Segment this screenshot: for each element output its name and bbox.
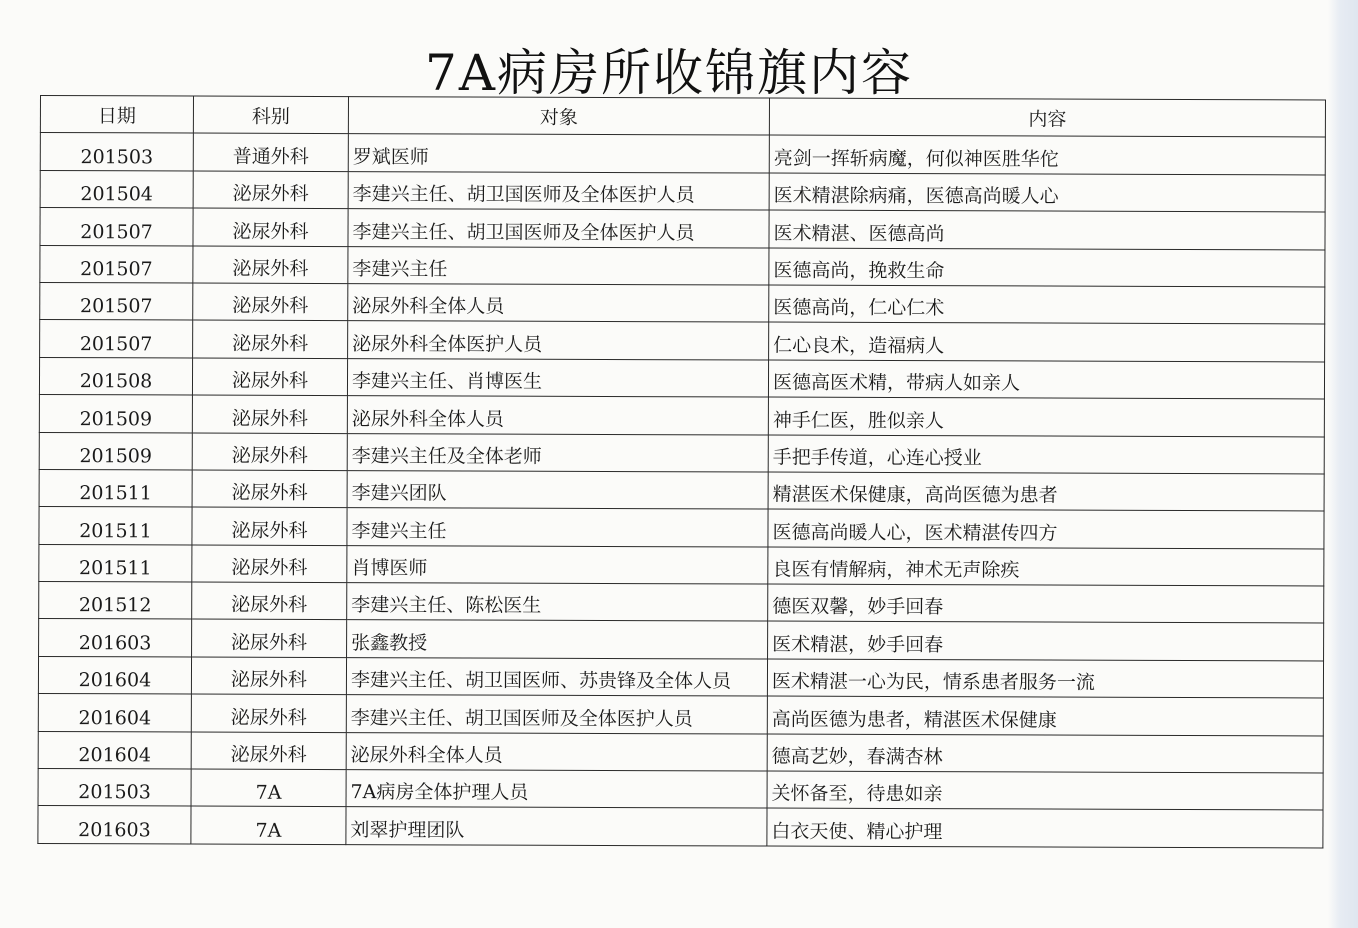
cell-target: 李建兴主任、胡卫国医师及全体医护人员 bbox=[348, 171, 769, 210]
banner-table bbox=[37, 95, 1326, 848]
cell-target: 李建兴主任、肖博医生 bbox=[347, 358, 768, 397]
table-row bbox=[40, 320, 1325, 362]
cell-target: 罗斌医师 bbox=[348, 134, 769, 173]
table-row bbox=[39, 507, 1324, 549]
cell-department: 泌尿外科 bbox=[193, 283, 348, 321]
cell-content: 医德高尚，挽救生命 bbox=[769, 248, 1325, 287]
cell-target: 李建兴主任、胡卫国医师及全体医护人员 bbox=[346, 695, 767, 734]
cell-content: 仁心良术，造福病人 bbox=[769, 322, 1325, 361]
cell-target: 李建兴主任及全体老师 bbox=[347, 433, 768, 472]
cell-target: 李建兴主任、陈松医生 bbox=[347, 583, 768, 622]
cell-date: 201508 bbox=[39, 357, 192, 395]
table-row bbox=[40, 245, 1325, 287]
cell-target: 李建兴主任 bbox=[347, 508, 768, 547]
table-row bbox=[40, 208, 1325, 250]
cell-date: 201511 bbox=[39, 507, 192, 545]
cell-target: 张鑫教授 bbox=[347, 620, 768, 659]
cell-date: 201507 bbox=[40, 208, 193, 246]
cell-target: 肖博医师 bbox=[347, 545, 768, 584]
cell-date: 201603 bbox=[38, 806, 191, 844]
cell-department: 7A bbox=[191, 806, 346, 844]
table-row bbox=[40, 282, 1325, 324]
cell-department: 泌尿外科 bbox=[192, 620, 347, 658]
cell-date: 201503 bbox=[38, 769, 191, 807]
cell-content: 白衣天使、精心护理 bbox=[767, 808, 1323, 847]
cell-content: 精湛医术保健康，高尚医德为患者 bbox=[768, 472, 1324, 511]
table-row bbox=[39, 432, 1324, 474]
table-row bbox=[39, 357, 1324, 399]
table-body bbox=[38, 133, 1325, 848]
cell-target: 泌尿外科全体人员 bbox=[346, 732, 767, 771]
table-row bbox=[40, 133, 1325, 175]
cell-date: 201509 bbox=[39, 395, 192, 433]
cell-content: 医术精湛一心为民，情系患者服务一流 bbox=[767, 659, 1323, 698]
header-date: 日期 bbox=[40, 96, 193, 134]
cell-content: 高尚医德为患者，精湛医术保健康 bbox=[767, 696, 1323, 735]
cell-date: 201503 bbox=[40, 133, 193, 171]
cell-content: 关怀备至，待患如亲 bbox=[767, 771, 1323, 810]
cell-content: 医术精湛除病痛，医德高尚暖人心 bbox=[769, 173, 1325, 212]
cell-target: 泌尿外科全体人员 bbox=[347, 396, 768, 435]
cell-date: 201509 bbox=[39, 432, 192, 470]
cell-date: 201507 bbox=[40, 320, 193, 358]
cell-department: 普通外科 bbox=[193, 133, 348, 171]
table-header-row bbox=[40, 96, 1325, 138]
cell-department: 泌尿外科 bbox=[192, 582, 347, 620]
table-row bbox=[39, 469, 1324, 511]
table-row bbox=[38, 694, 1323, 736]
page-edge-shadow bbox=[1328, 0, 1358, 928]
cell-date: 201603 bbox=[39, 619, 192, 657]
cell-content: 医德高尚，仁心仁术 bbox=[769, 285, 1325, 324]
cell-target: 李建兴主任、胡卫国医师、苏贵锋及全体人员 bbox=[346, 657, 767, 696]
table-row bbox=[40, 170, 1325, 212]
cell-content: 德医双馨，妙手回春 bbox=[768, 584, 1324, 623]
table-row bbox=[38, 806, 1323, 848]
header-department: 科别 bbox=[193, 96, 348, 134]
cell-target: 李建兴团队 bbox=[347, 470, 768, 509]
cell-department: 泌尿外科 bbox=[192, 433, 347, 471]
cell-department: 泌尿外科 bbox=[191, 694, 346, 732]
cell-date: 201511 bbox=[39, 544, 192, 582]
table-row bbox=[39, 619, 1324, 661]
table-row bbox=[38, 656, 1323, 698]
header-content: 内容 bbox=[769, 98, 1325, 137]
cell-content: 医德高医术精，带病人如亲人 bbox=[768, 360, 1324, 399]
page-title: 7A病房所收锦旗内容 bbox=[425, 44, 913, 102]
cell-date: 201507 bbox=[40, 282, 193, 320]
cell-content: 良医有情解病，神术无声除疾 bbox=[768, 547, 1324, 586]
cell-date: 201511 bbox=[39, 469, 192, 507]
cell-department: 泌尿外科 bbox=[193, 171, 348, 209]
cell-department: 泌尿外科 bbox=[192, 507, 347, 545]
cell-content: 德高艺妙，春满杏林 bbox=[767, 734, 1323, 773]
cell-date: 201604 bbox=[38, 731, 191, 769]
cell-date: 201604 bbox=[38, 694, 191, 732]
table-container bbox=[37, 95, 1326, 848]
cell-content: 亮剑一挥斩病魔，何似神医胜华佗 bbox=[769, 135, 1325, 174]
cell-target: 7A病房全体护理人员 bbox=[346, 770, 767, 809]
cell-content: 医术精湛、医德高尚 bbox=[769, 210, 1325, 249]
cell-department: 泌尿外科 bbox=[192, 545, 347, 583]
table-row bbox=[39, 395, 1324, 437]
cell-department: 泌尿外科 bbox=[192, 395, 347, 433]
cell-target: 泌尿外科全体人员 bbox=[348, 284, 769, 323]
cell-content: 医德高尚暖人心，医术精湛传四方 bbox=[768, 509, 1324, 548]
cell-target: 刘翠护理团队 bbox=[346, 807, 767, 846]
cell-target: 泌尿外科全体医护人员 bbox=[348, 321, 769, 360]
cell-date: 201512 bbox=[39, 582, 192, 620]
cell-date: 201504 bbox=[40, 170, 193, 208]
cell-department: 泌尿外科 bbox=[193, 208, 348, 246]
cell-department: 泌尿外科 bbox=[192, 358, 347, 396]
table-row bbox=[38, 731, 1323, 773]
cell-date: 201604 bbox=[38, 656, 191, 694]
table-row bbox=[39, 544, 1324, 586]
table-row bbox=[38, 769, 1323, 811]
cell-content: 神手仁医，胜似亲人 bbox=[768, 397, 1324, 436]
cell-department: 泌尿外科 bbox=[192, 470, 347, 508]
header-target: 对象 bbox=[348, 97, 769, 136]
table-row bbox=[39, 582, 1324, 624]
cell-department: 泌尿外科 bbox=[191, 657, 346, 695]
cell-department: 泌尿外科 bbox=[191, 732, 346, 770]
cell-department: 泌尿外科 bbox=[193, 246, 348, 284]
cell-content: 医术精湛，妙手回春 bbox=[768, 622, 1324, 661]
cell-target: 李建兴主任 bbox=[348, 246, 769, 285]
cell-department: 泌尿外科 bbox=[193, 320, 348, 358]
cell-target: 李建兴主任、胡卫国医师及全体医护人员 bbox=[348, 209, 769, 248]
cell-department: 7A bbox=[191, 769, 346, 807]
cell-date: 201507 bbox=[40, 245, 193, 283]
cell-content: 手把手传道，心连心授业 bbox=[768, 435, 1324, 474]
